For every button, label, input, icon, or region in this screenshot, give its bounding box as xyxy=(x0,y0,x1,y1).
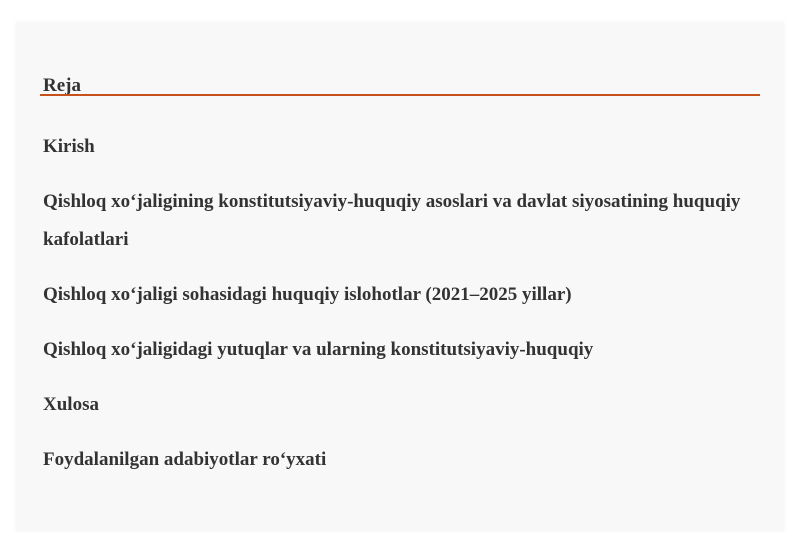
document-page xyxy=(16,22,784,531)
toc-item-achievements: Qishloq xo‘jaligidagi yutuqlar va ularning konstitutsiyaviy-huquqiy xyxy=(43,339,594,360)
toc-item-legal-reforms: Qishloq xo‘jaligi sohasidagi huquqiy islohotlar (2021–2025 yillar) xyxy=(43,284,572,305)
toc-item-introduction: Kirish xyxy=(43,136,95,157)
toc-item-conclusion: Xulosa xyxy=(43,394,99,415)
toc-item-constitutional-foundations: Qishloq xo‘jaligining konstitutsiyaviy-huquqiy asoslari va davlat siyosatining huquqiy kafolatlari xyxy=(43,191,741,250)
toc-item-references: Foydalanilgan adabiyotlar ro‘yxati xyxy=(43,449,327,470)
heading-underline xyxy=(40,94,760,96)
table-of-contents xyxy=(43,128,743,496)
page-title: Reja xyxy=(43,75,81,96)
